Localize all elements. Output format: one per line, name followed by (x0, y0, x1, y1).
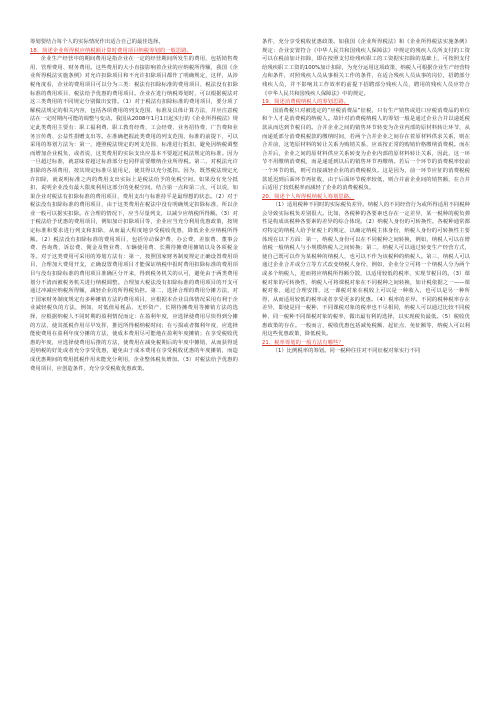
question-heading: 18、简述企业所得税应纳税额计算时费用项目纳税筹划的一般思路。 (30, 47, 192, 54)
body-paragraph: （1）比例税率的筹划。同一税种往往对不同征税对象实行不同 (272, 348, 421, 355)
right-column (262, 38, 470, 356)
body-paragraph: 筹划要结合每个人的实际情况作出适合自己的最佳选择。 (30, 39, 164, 45)
body-paragraph: （1）适用税种不同时的实际税负差异。纳税人的不同经营行为或所得适用不同税种会导致实际税负差别很大。比如，各税种的各要素也存在一定差异，某一税种的税负弹性是构成该税种各要素的差异的综合体现。（2）纳税人身份的可转换性。各税种通常都对特定的纳税人给予征税上的规定，以确定纳税主体身份，纳税人身份的可转换性主要体现在以下方面：第一，纳税人身份可以在不同税种之间转换，例如，纳税人可以在增值税一般纳税人与小规模纳税人之间转换；第二，纳税人可以通过转变生产经营方式，使自己既可以作为某税种的纳税人，也可以不作为该税种的纳税人。第三，纳税人可以通过企业合并或分立等方式改变纳税人身份，例如，企业分立可将一个纳税人分为两个或多个纳税人，进而将应纳税所得额分散，以适用较低的税率，实现节税目的。（3）课税对象的可转换性，纳税人可将课税对象在不同税种之间转换，如计税依据之一——课税对象，通过合理安排，这一课税对象在税收上可以是一种收入，也可以是另一种所得，从而适用较低的税率或者享受更多的优惠。（4）税率的差异。不同的税种税率存在差异，即使是同一税种，不同课税对象的税率也不尽相同，纳税人可以通过比较不同税种、同一税种不同课税对象的税率，做出最有利的选择，以实现税负最低。（5）税收优惠政策的存在。一般而言，税收优惠包括减免税额、起征点、免征额等，纳税人可以利用这些优惠政策，降低税负。 (262, 202, 470, 338)
left-column (30, 38, 238, 373)
body-paragraph: 企业生产经营中的期间费用是指企业在一定的经营期间所发生的费用，包括销售费用、管理费用、财务费用。这些费用的大小直接影响着企业的应纳税所得额，我国《企业所得税法实施条例》对允许扣除项目和不允许扣除项目都作了明确规定，这样，从涉税角度看，企业的费用项目可以分为三类：税法有扣除标准的费用项目、税法没有扣除标准的费用项目、税法给予优惠的费用项目。企业在进行纳税筹划时，可以根据税法对这三类费用的不同规定分别做出安排。（1）对于税法有扣除标准的费用项目，要分项了解税法规定的相关内容，包括各项费用的列支范围、标准及具体计算方法，并应注意税法在一定时期内可能的调整与变动。我国从2008年1月1日起实行的《企业所得税法》规定此类费用主要有：职工福利费、职工教育经费、工会经费、业务招待费、广告费和业务宣传费、公益性捐赠支出等。在准确把握此类费用的列支范围、标准的前提下，可以采用的筹划方法为：第一，遵照税法规定的列支范围、标准进行抵扣，避免因纳税调整而增加企业税负，或者说，这类费用的实际支出应基本不要超过税法规定的标准。因为一旦超过标准，就意味着超过标准部分也同样需要缴纳企业所得税。第二，对税法允许扣除的各项费用，按其规定标准尽量用足，使其得以充分抵扣。因为，既然税法规定允许扣除，就说明标准之内的费用支出实际上是税法给予的免税空间，如果没有充分抵扣，说明企业没有最大限度利用这部分的免税空间。结合第一点和第二点，可以说，如果企业对税法有扣除标准的费用项目，费用支出与标准持平是最理想的状态。（2）对于税法没有扣除标准的费用项目，由于这类费用在税法中没有明确规定扣除标准，所以企业一般可以据实扣除。在合理的情况下，应当尽量列支，以减少应纳税所得额。（3）对于税法给予优惠的费用项目，例如加计扣除项目等，企业应当充分利用优惠政策，按规定标准和要求进行列支和扣除，从而最大程度地享受税收优惠，降低企业应纳税所得额。（2）税法没有扣除标准的费用项目，包括劳动保护费、办公费、差旅费、董事会费、咨询费、诉讼费、佣金及物业费、车辆使用费、长期待摊费用摊销以及各项税金等。对于这类费用可采用的筹划方法有：第一，按照国家财务制度规定正确设置费用项目，合理加大费用开支，正确设置费用项目才能保证纳税申报时费用扣除标准的费用项目与没有扣除标准的费用项目准确区分开来，得到税务机关的认可，避免由于两类费用划分不清而被税务机关进行纳税调整。合理加大税法没有扣除标准的费用项目的开支可通过冲减应纳税所得额，减轻企业的所得税负担。第二，选择合理的费用分摊方法，对于国家财务制度规定有多种摊销方法的费用项目，应根据本企业具体情况采用有利于企业减轻税负的方法，例如，对低值易耗品、无形资产、长期待摊费用等摊销方法的选择，应根据纳税人不同时期的盈利情况而定：在盈利年度，应选择使费用尽快得到分摊的方法，使其抵税作用尽早发挥，推迟所得税纳税时间；在亏损或者微利年度，应选择能使费用在盈利年度分摊的方法，使成本费用尽可能地在盈利年度摊销；在享受税收优惠的年度，应选择使费用后推的方法，使费用在减免税期后的年度中摊销，从而获得延迟纳税的好处或者充分享受优惠，避免由于成本费用在享受税收优惠的年度摊销，而造成优惠期间的费用抵税作用未能充分利用，企业整体税负增加。（3）对税法给予优惠的费用项目，应创造条件，充分享受税收优惠政策。 (30, 56, 238, 372)
question-heading: 21、税率筹划的一般方法有哪些？ (262, 339, 344, 346)
question-heading: 20、简述个人所得税纳税人筹划思路。 (262, 193, 355, 200)
body-paragraph: 条件，充分享受税收优惠政策。如我国《企业所得税法》和《企业所得税法实施条例》规定：企业安置符合《中华人民共和国残疾人保障法》中规定的残疾人员所支付的工资可以在税前加计扣除，即在按照支付给残疾职工的工资据实扣除的基础上，可按照支付给残疾职工工资的100%加计扣除，为充分运用这项政策，纳税人可根据企业生产经营特点和条件，对照残疾人员从事相关工作的条件，在适合残疾人员从事的岗位，招聘部分残疾人员，并不影响其工作效率的前提下招聘部分残疾人员，聘用的残疾人员应符合《中华人民共和国残疾人保障法》中的规定。 (262, 39, 470, 97)
body-paragraph: 国消费税只对被选定的“应税消费品”征税，只有生产销售或进口应税消费品的单位和个人才是消费税的纳税人。故针对消费税纳税人的筹划一般是通过企业合并以递延税款从而达到节税目的。合并企业之间的销售环节转变为企业内部的原材料转让环节，从而递延部分消费税税款的缴纳时间，若两个合并企业之间存在着原材料供求关系，则在合并前，这笔原材料的转让关系为购销关系，应该按正常的购销价格缴纳消费税。而在合并后，企业之间的原材料供应关系转变为企业内部的原材料转让关系，因此，这一环节不用缴纳消费税，而是递延到以后的销售环节再缴纳。若后一个环节的消费税率较前一个环节的低，则可直接减轻企业的消费税税负。这是因为，前一环节应征的消费税税款延迟到后面环节再征收，由于后面环节税率较低，则合并前企业间的销售额，在合并后适用了较低税率而减轻了企业的消费税税负。 (262, 107, 470, 192)
question-heading: 19、简述消费税纳税人的筹划思路。 (262, 99, 350, 106)
